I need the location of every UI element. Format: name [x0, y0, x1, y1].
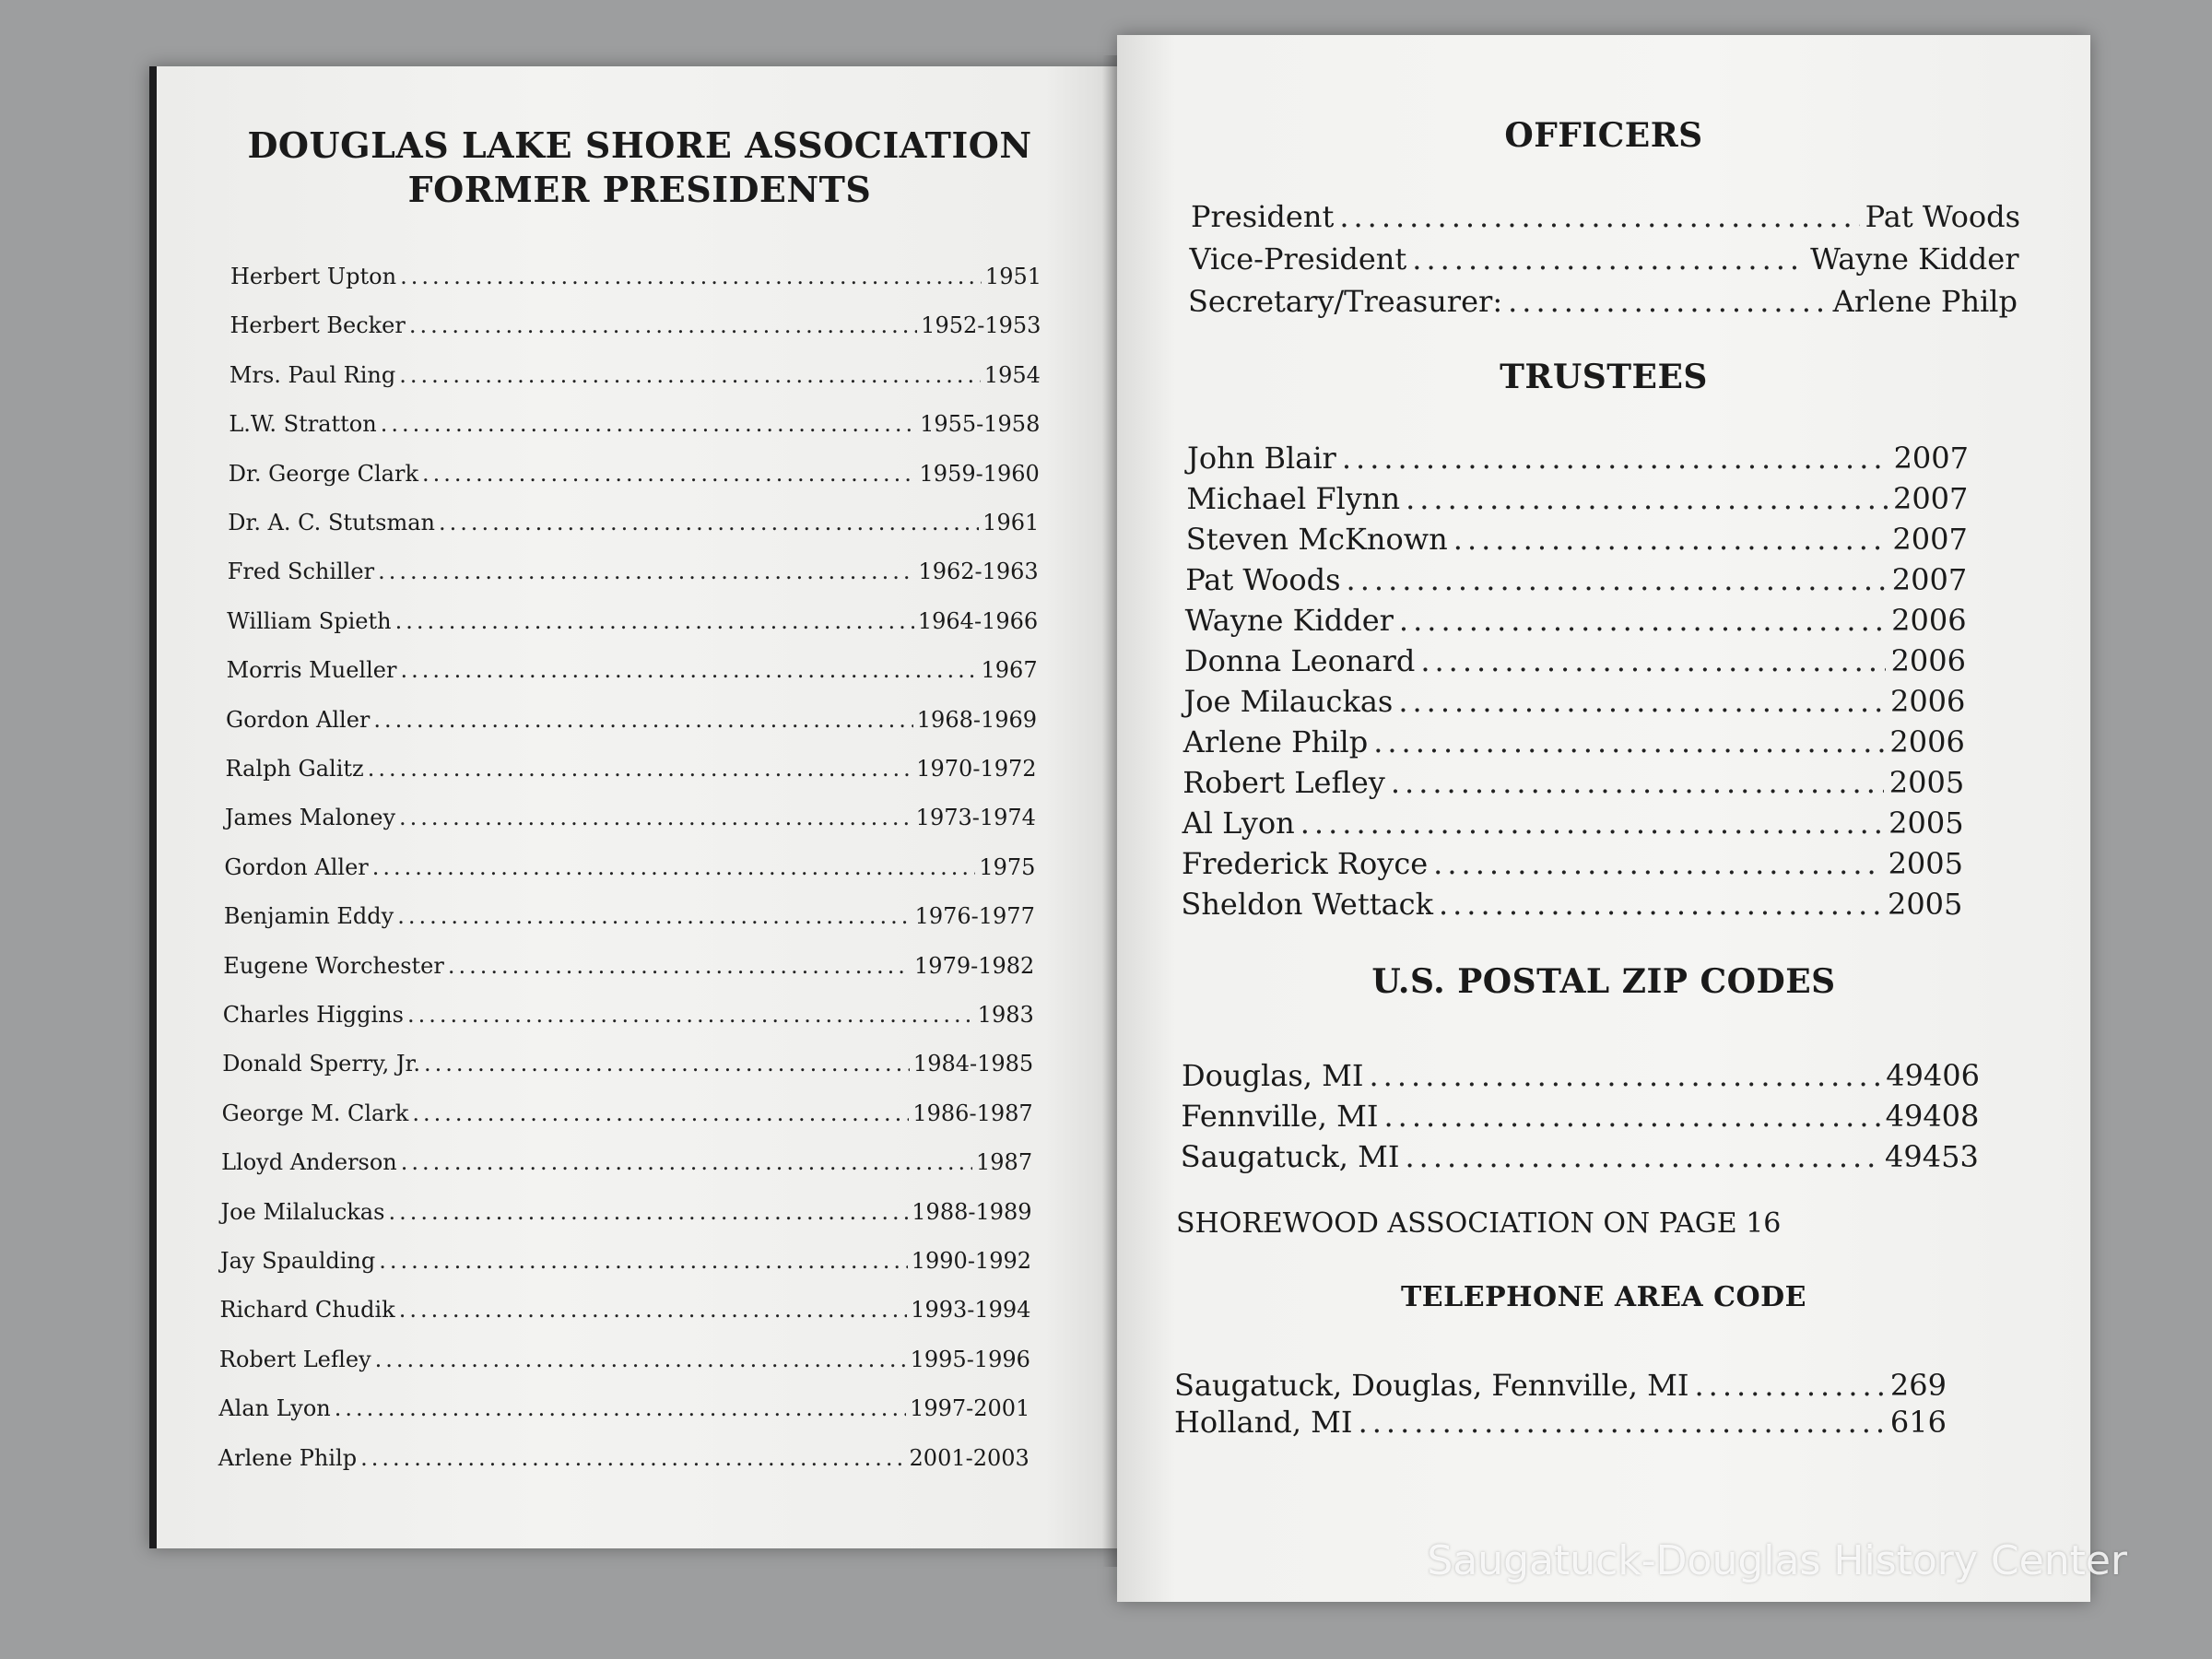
- president-row: [224, 854, 1035, 880]
- president-row-value: 1995-1996: [910, 1346, 1030, 1372]
- president-row-value: 1975: [979, 853, 1036, 880]
- trustee-row-name: John Blair: [1187, 441, 1336, 476]
- dot-leader: [1370, 1058, 1881, 1093]
- trustee-row: [1187, 441, 1969, 476]
- president-row-name: Donald Sperry, Jr.: [222, 1051, 420, 1077]
- trustee-row-value: 2007: [1893, 441, 1969, 476]
- president-row: [219, 1297, 1030, 1323]
- right-page: [1117, 35, 2090, 1602]
- president-row: [223, 953, 1034, 979]
- president-row: [228, 559, 1039, 584]
- president-row-value: 1983: [977, 1002, 1034, 1028]
- trustee-row-name: Frederick Royce: [1182, 846, 1429, 881]
- president-row-name: Gordon Aller: [226, 706, 371, 733]
- president-row-value: 1962-1963: [918, 559, 1039, 585]
- trustee-row-value: 2005: [1887, 887, 1963, 922]
- dot-leader: [1420, 643, 1885, 678]
- trustee-row-name: Arlene Philp: [1182, 724, 1369, 759]
- dot-leader: [399, 362, 981, 388]
- president-row-value: 1967: [981, 657, 1038, 684]
- officer-row-value: Wayne Kidder: [1810, 241, 2019, 276]
- dot-leader: [372, 854, 976, 880]
- dot-leader: [1433, 846, 1882, 881]
- trustee-row-value: 2005: [1888, 765, 1965, 800]
- zip-row-value: 49406: [1886, 1058, 1980, 1093]
- president-row-value: 1961: [982, 510, 1040, 535]
- zip-row-name: Douglas, MI: [1182, 1058, 1364, 1093]
- dot-leader: [399, 805, 912, 830]
- president-row: [218, 1445, 1030, 1471]
- trustee-row: [1183, 724, 1965, 759]
- trustee-row: [1185, 603, 1967, 638]
- trustee-row-name: Pat Woods: [1185, 562, 1341, 597]
- president-row-value: 1990-1992: [911, 1248, 1031, 1274]
- zip-row-value: 49453: [1885, 1139, 1979, 1174]
- dot-leader: [422, 461, 916, 487]
- president-row-value: 1952-1953: [921, 312, 1041, 339]
- president-row-value: 1988-1989: [912, 1198, 1032, 1225]
- president-row: [230, 264, 1041, 289]
- zip-row-name: Saugatuck, MI: [1180, 1139, 1400, 1174]
- area-code-row-name: Holland, MI: [1174, 1405, 1353, 1440]
- dot-leader: [448, 953, 911, 979]
- dot-leader: [1300, 806, 1883, 841]
- trustee-row-value: 2006: [1889, 684, 1966, 719]
- trustee-row-name: Sheldon Wettack: [1181, 887, 1433, 922]
- dot-leader: [378, 559, 914, 584]
- president-row-name: Eugene Worchester: [223, 952, 444, 979]
- president-row: [226, 707, 1037, 733]
- officer-row-name: President: [1191, 199, 1335, 234]
- trustee-row-name: Robert Lefley: [1182, 765, 1385, 800]
- left-page: [149, 66, 1123, 1548]
- president-row: [226, 756, 1037, 782]
- trustee-row-value: 2006: [1889, 724, 1965, 759]
- dot-leader: [401, 1149, 972, 1175]
- trustees-heading: TRUSTEES: [1500, 358, 1708, 396]
- officer-row: [1190, 241, 2019, 276]
- dot-leader: [381, 411, 916, 437]
- president-row: [227, 608, 1038, 634]
- area-code-row: [1174, 1405, 1947, 1440]
- president-row-name: Joe Milaluckas: [220, 1198, 385, 1225]
- president-row-value: 1951: [984, 264, 1041, 289]
- president-row-value: 1986-1987: [912, 1100, 1033, 1126]
- president-row-value: 1979-1982: [914, 952, 1035, 979]
- dot-leader: [1391, 765, 1884, 800]
- trustee-row-value: 2007: [1892, 522, 1968, 557]
- dot-leader: [397, 903, 911, 929]
- dot-leader: [1398, 684, 1885, 719]
- trustee-row-name: Al Lyon: [1182, 806, 1295, 841]
- president-row-value: 2001-2003: [909, 1444, 1030, 1471]
- title-line-1: DOUGLAS LAKE SHORE ASSOCIATION: [247, 124, 1032, 166]
- president-row-name: William Spieth: [227, 607, 392, 634]
- president-row: [228, 510, 1039, 535]
- dot-leader: [368, 756, 913, 782]
- dot-leader: [1359, 1405, 1885, 1440]
- officer-row-value: Pat Woods: [1865, 199, 2020, 234]
- dot-leader: [379, 1248, 908, 1274]
- president-row-name: Arlene Philp: [218, 1444, 358, 1471]
- dot-leader: [1399, 603, 1886, 638]
- president-row-value: 1987: [976, 1149, 1033, 1176]
- officer-row-value: Arlene Philp: [1832, 284, 2018, 319]
- dot-leader: [1347, 562, 1887, 597]
- dot-leader: [1694, 1368, 1884, 1403]
- dot-leader: [335, 1395, 906, 1421]
- area-code-row: [1174, 1368, 1947, 1403]
- trustee-row-value: 2007: [1891, 562, 1968, 597]
- trustee-row-value: 2005: [1888, 806, 1964, 841]
- dot-leader: [1406, 481, 1888, 516]
- area-code-row-value: 269: [1889, 1368, 1947, 1403]
- president-row-name: Morris Mueller: [226, 657, 397, 684]
- dot-leader: [1373, 724, 1884, 759]
- president-row: [218, 1395, 1030, 1421]
- president-row-name: Gordon Aller: [224, 853, 369, 880]
- president-row: [227, 657, 1038, 683]
- trustee-row: [1182, 765, 1964, 800]
- dot-leader: [388, 1199, 908, 1225]
- dot-leader: [400, 264, 982, 289]
- trustee-row: [1182, 846, 1963, 881]
- officer-row-name: Secretary/Treasurer:: [1188, 284, 1503, 319]
- president-row-name: Dr. George Clark: [228, 460, 418, 487]
- president-row-value: 1993-1994: [911, 1297, 1031, 1324]
- page-title: [157, 124, 1123, 212]
- dot-leader: [395, 608, 914, 634]
- trustee-row: [1182, 806, 1964, 841]
- president-row: [225, 805, 1036, 830]
- president-row: [221, 1149, 1032, 1175]
- president-row: [219, 1347, 1030, 1372]
- president-row: [222, 1051, 1033, 1077]
- president-row-value: 1964-1966: [917, 607, 1039, 634]
- president-row-name: Herbert Upton: [230, 264, 397, 289]
- president-row-name: Mrs. Paul Ring: [229, 361, 396, 388]
- dot-leader: [409, 312, 917, 338]
- president-row: [220, 1248, 1031, 1274]
- area-code-row-value: 616: [1889, 1405, 1947, 1440]
- dot-leader: [1508, 284, 1828, 319]
- dot-leader: [1342, 441, 1888, 476]
- president-row-name: Herbert Becker: [229, 312, 406, 339]
- president-row: [229, 461, 1040, 487]
- president-row-value: 1984-1985: [912, 1051, 1034, 1077]
- president-row-name: Benjamin Eddy: [223, 903, 394, 930]
- dot-leader: [1383, 1099, 1879, 1134]
- president-row-value: 1954: [983, 361, 1041, 388]
- trustee-row: [1183, 684, 1965, 719]
- dot-leader: [375, 1347, 907, 1372]
- dot-leader: [360, 1445, 905, 1471]
- dot-leader: [412, 1100, 909, 1126]
- zip-row: [1181, 1099, 1979, 1134]
- president-row-name: Charles Higgins: [222, 1002, 404, 1028]
- shorewood-note: SHOREWOOD ASSOCIATION ON PAGE 16: [1176, 1207, 1782, 1240]
- area-code-row-name: Saugatuck, Douglas, Fennville, MI: [1174, 1368, 1689, 1403]
- trustee-row-name: Joe Milauckas: [1183, 684, 1394, 719]
- zip-row-name: Fennville, MI: [1181, 1099, 1379, 1134]
- president-row: [224, 903, 1035, 929]
- trustee-row-name: Michael Flynn: [1186, 481, 1401, 516]
- officer-row-name: Vice-President: [1189, 241, 1407, 276]
- president-row-name: Jay Spaulding: [220, 1248, 376, 1274]
- president-row-name: L.W. Stratton: [229, 411, 377, 438]
- president-row-name: Alan Lyon: [218, 1395, 331, 1422]
- president-row-value: 1968-1969: [916, 706, 1038, 733]
- zip-row-value: 49408: [1885, 1099, 1980, 1134]
- dot-leader: [400, 657, 977, 683]
- trustee-row: [1185, 562, 1967, 597]
- president-row-name: Ralph Galitz: [225, 756, 364, 782]
- president-row-name: James Maloney: [224, 805, 395, 831]
- president-row: [221, 1199, 1032, 1225]
- president-row-name: George M. Clark: [221, 1100, 409, 1126]
- dot-leader: [439, 510, 979, 535]
- dot-leader: [407, 1002, 974, 1028]
- president-row: [223, 1002, 1034, 1028]
- trustee-row-name: Wayne Kidder: [1184, 603, 1394, 638]
- officer-row: [1191, 199, 2020, 234]
- watermark-text: Saugatuck-Douglas History Center: [1427, 1537, 2127, 1584]
- dot-leader: [1406, 1139, 1880, 1174]
- dot-leader: [1412, 241, 1805, 276]
- president-row: [229, 312, 1041, 338]
- trustee-row-value: 2006: [1890, 643, 1966, 678]
- dot-leader: [373, 707, 912, 733]
- president-row: [222, 1100, 1033, 1126]
- zip-row: [1181, 1139, 1979, 1174]
- president-row-value: 1959-1960: [919, 460, 1040, 487]
- president-row: [229, 411, 1040, 437]
- president-row-name: Lloyd Anderson: [221, 1149, 397, 1176]
- trustee-row-value: 2007: [1892, 481, 1969, 516]
- trustee-row-name: Steven McKnown: [1185, 522, 1448, 557]
- officers-heading: OFFICERS: [1504, 116, 1703, 155]
- dot-leader: [424, 1051, 910, 1077]
- president-row-value: 1973-1974: [915, 805, 1036, 831]
- area-code-heading: TELEPHONE AREA CODE: [1400, 1281, 1807, 1313]
- dot-leader: [399, 1297, 907, 1323]
- dot-leader: [1339, 199, 1859, 234]
- trustee-row: [1181, 887, 1962, 922]
- trustee-row-value: 2006: [1891, 603, 1967, 638]
- president-row-value: 1997-2001: [910, 1395, 1030, 1422]
- president-row-name: Dr. A. C. Stutsman: [228, 510, 435, 535]
- title-line-2: FORMER PRESIDENTS: [407, 169, 872, 210]
- president-row-name: Robert Lefley: [218, 1346, 371, 1372]
- trustee-row: [1184, 643, 1966, 678]
- zip-codes-heading: U.S. POSTAL ZIP CODES: [1371, 962, 1836, 1001]
- zip-row: [1182, 1058, 1980, 1093]
- president-row-value: 1970-1972: [916, 756, 1037, 782]
- trustee-row: [1186, 481, 1968, 516]
- dot-leader: [1439, 887, 1882, 922]
- president-row-name: Fred Schiller: [227, 559, 375, 585]
- trustee-row-name: Donna Leonard: [1184, 643, 1416, 678]
- officer-row: [1188, 284, 2018, 319]
- president-row-value: 1976-1977: [914, 903, 1035, 930]
- dot-leader: [1453, 522, 1888, 557]
- president-row-value: 1955-1958: [920, 411, 1041, 438]
- president-row: [229, 362, 1041, 388]
- trustee-row-value: 2005: [1888, 846, 1963, 881]
- president-row-name: Richard Chudik: [219, 1297, 395, 1324]
- trustee-row: [1186, 522, 1968, 557]
